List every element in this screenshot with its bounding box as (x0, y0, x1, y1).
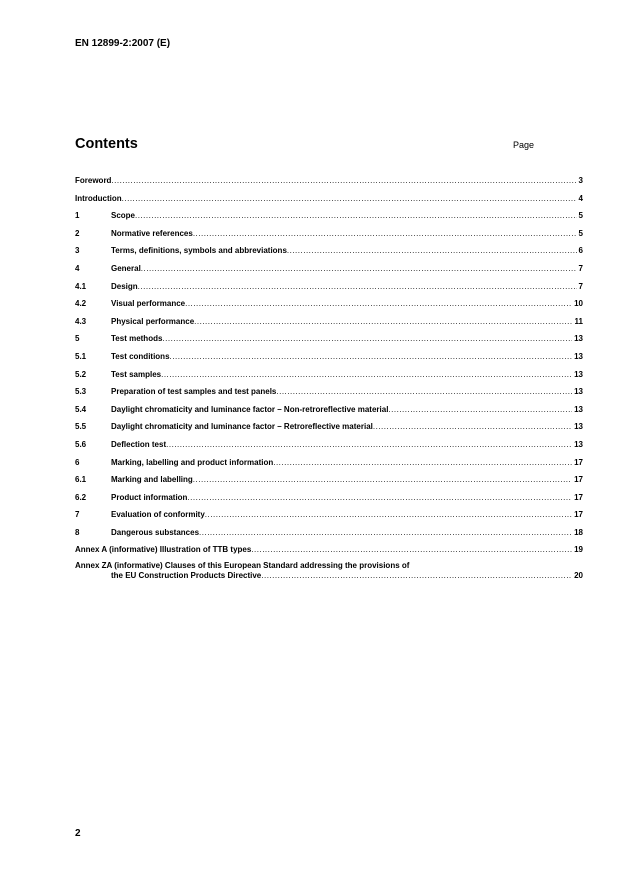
toc-entry-title: Dangerous substances (111, 527, 200, 537)
toc-entry-page: 13 (574, 404, 583, 414)
toc-entry-title: Marking, labelling and product information (111, 457, 274, 467)
toc-entry-number: 5.6 (75, 439, 87, 449)
toc-entry-page: 7 (578, 263, 583, 273)
dot-leader (111, 176, 576, 186)
toc-entry[interactable] (75, 176, 583, 194)
toc-entry-title: Design (111, 281, 138, 291)
toc-entry[interactable] (75, 475, 583, 493)
toc-entry[interactable] (75, 211, 583, 229)
toc-entry-annex-za[interactable] (75, 561, 583, 581)
toc-entry-number: 5.5 (75, 422, 87, 432)
toc-entry-title: Deflection test (111, 439, 167, 449)
dot-leader (251, 545, 572, 555)
toc-entry-title: Foreword (75, 176, 112, 185)
contents-heading: Contents (75, 136, 138, 152)
page-column-label: Page (513, 140, 535, 150)
toc-entry[interactable] (75, 229, 583, 247)
toc-entry-page: 17 (574, 457, 583, 467)
toc-entry[interactable] (75, 440, 583, 458)
toc-entry-page: 17 (574, 475, 583, 485)
toc-entry[interactable] (75, 370, 583, 388)
toc-entry-number: 3 (75, 246, 80, 256)
toc-entry-page: 19 (574, 545, 583, 555)
toc-entry-number: 1 (75, 211, 80, 221)
toc-entry[interactable] (75, 246, 583, 264)
toc-entry[interactable] (75, 194, 583, 212)
toc-entry[interactable] (75, 510, 583, 528)
dot-leader (388, 405, 572, 415)
dot-leader (199, 528, 572, 538)
toc-entry-title: Terms, definitions, symbols and abbreviations (111, 246, 287, 256)
dot-leader (193, 229, 577, 239)
toc-entry-title: Marking and labelling (111, 475, 193, 485)
toc-entry-title: Product information (111, 492, 188, 502)
dot-leader (187, 493, 572, 503)
toc-entry-number: 5.1 (75, 351, 87, 361)
toc-entry-title: General (111, 263, 141, 273)
toc-entry-number: 2 (75, 228, 80, 238)
toc-entry-number: 5.3 (75, 387, 87, 397)
toc-entry-number: 5.4 (75, 404, 87, 414)
toc-entry-page: 4 (578, 193, 583, 203)
toc-entry-page: 3 (578, 176, 583, 185)
toc-entry-number: 4.1 (75, 281, 87, 291)
toc-entry[interactable] (75, 352, 583, 370)
dot-leader (162, 334, 572, 344)
toc-entry[interactable] (75, 528, 583, 546)
toc-entry-number: 4.2 (75, 299, 87, 309)
dot-leader (373, 422, 572, 432)
toc-entry-title: Normative references (111, 228, 193, 238)
toc-entry-title: Annex A (informative) Illustration of TTB types (75, 545, 252, 555)
dot-leader (185, 299, 572, 309)
dot-leader (170, 352, 573, 362)
toc-entry-title: Visual performance (111, 299, 186, 309)
toc-entry-title: Evaluation of conformity (111, 510, 205, 520)
dot-leader (166, 440, 572, 450)
toc-entry[interactable] (75, 387, 583, 405)
dot-leader (287, 246, 577, 256)
toc-entry-page: 17 (574, 492, 583, 502)
toc-entry-title: Physical performance (111, 316, 195, 326)
toc-entry[interactable] (75, 282, 583, 300)
toc-entry-title: Test methods (111, 334, 163, 344)
toc-entry-title-continued: the EU Construction Products Directive (111, 571, 262, 581)
toc-entry[interactable] (75, 334, 583, 352)
toc-entry-page: 13 (574, 387, 583, 397)
toc-entry[interactable] (75, 264, 583, 282)
dot-leader (205, 510, 572, 520)
toc-entry-number: 4 (75, 263, 80, 273)
page-number: 2 (75, 828, 81, 839)
toc-entry-title: Introduction (75, 193, 122, 203)
toc-entry-title: Scope (111, 211, 136, 221)
toc-entry-number: 5.2 (75, 369, 87, 379)
toc-entry-page: 13 (574, 422, 583, 432)
toc-entry-number: 6.1 (75, 475, 87, 485)
toc-entry-page: 13 (574, 351, 583, 361)
toc-entry-number: 6.2 (75, 492, 87, 502)
toc-entry-page: 5 (578, 211, 583, 221)
toc-entry-title: Preparation of test samples and test panels (111, 387, 277, 397)
dot-leader (161, 370, 572, 380)
dot-leader (276, 387, 572, 397)
dot-leader (273, 458, 572, 468)
toc-entry[interactable] (75, 405, 583, 423)
toc-entry-number: 4.3 (75, 316, 87, 326)
dot-leader (193, 475, 572, 485)
dot-leader (138, 282, 577, 292)
toc-entry[interactable] (75, 317, 583, 335)
toc-entry-page: 7 (578, 281, 583, 291)
toc-entry-page: 6 (578, 246, 583, 256)
toc-entry-title: Annex ZA (informative) Clauses of this European Standard addressing the provisions of (75, 561, 410, 571)
toc-entry-number: 7 (75, 510, 80, 520)
toc-entry-page: 13 (574, 369, 583, 379)
toc-entry[interactable] (75, 458, 583, 476)
toc-entry-number: 6 (75, 457, 80, 467)
toc-entry[interactable] (75, 299, 583, 317)
toc-entry-title: Test samples (111, 369, 162, 379)
dot-leader (194, 317, 572, 327)
toc-entry-page: 11 (574, 316, 583, 326)
toc-entry-page: 10 (574, 299, 583, 309)
toc-entry-number: 8 (75, 527, 80, 537)
dot-leader (122, 194, 577, 204)
toc-entry[interactable] (75, 422, 583, 440)
toc-entry-page: 13 (574, 439, 583, 449)
toc-entry-page: 18 (574, 527, 583, 537)
toc-entry-title: Daylight chromaticity and luminance factor – Retroreflective material (111, 422, 373, 432)
toc-entry-title: Test conditions (111, 351, 170, 361)
toc-entry-page: 20 (574, 571, 583, 581)
toc-entry-title: Daylight chromaticity and luminance factor – Non-retroreflective material (111, 404, 389, 414)
dot-leader (261, 571, 572, 581)
toc-entry-number: 5 (75, 334, 80, 344)
toc-entry-page: 17 (574, 510, 583, 520)
table-of-contents (75, 176, 583, 581)
dot-leader (135, 211, 577, 221)
toc-entry-page: 5 (578, 228, 583, 238)
toc-entry[interactable] (75, 493, 583, 511)
toc-entry-page: 13 (574, 334, 583, 344)
document-id: EN 12899-2:2007 (E) (75, 38, 171, 49)
dot-leader (141, 264, 577, 274)
